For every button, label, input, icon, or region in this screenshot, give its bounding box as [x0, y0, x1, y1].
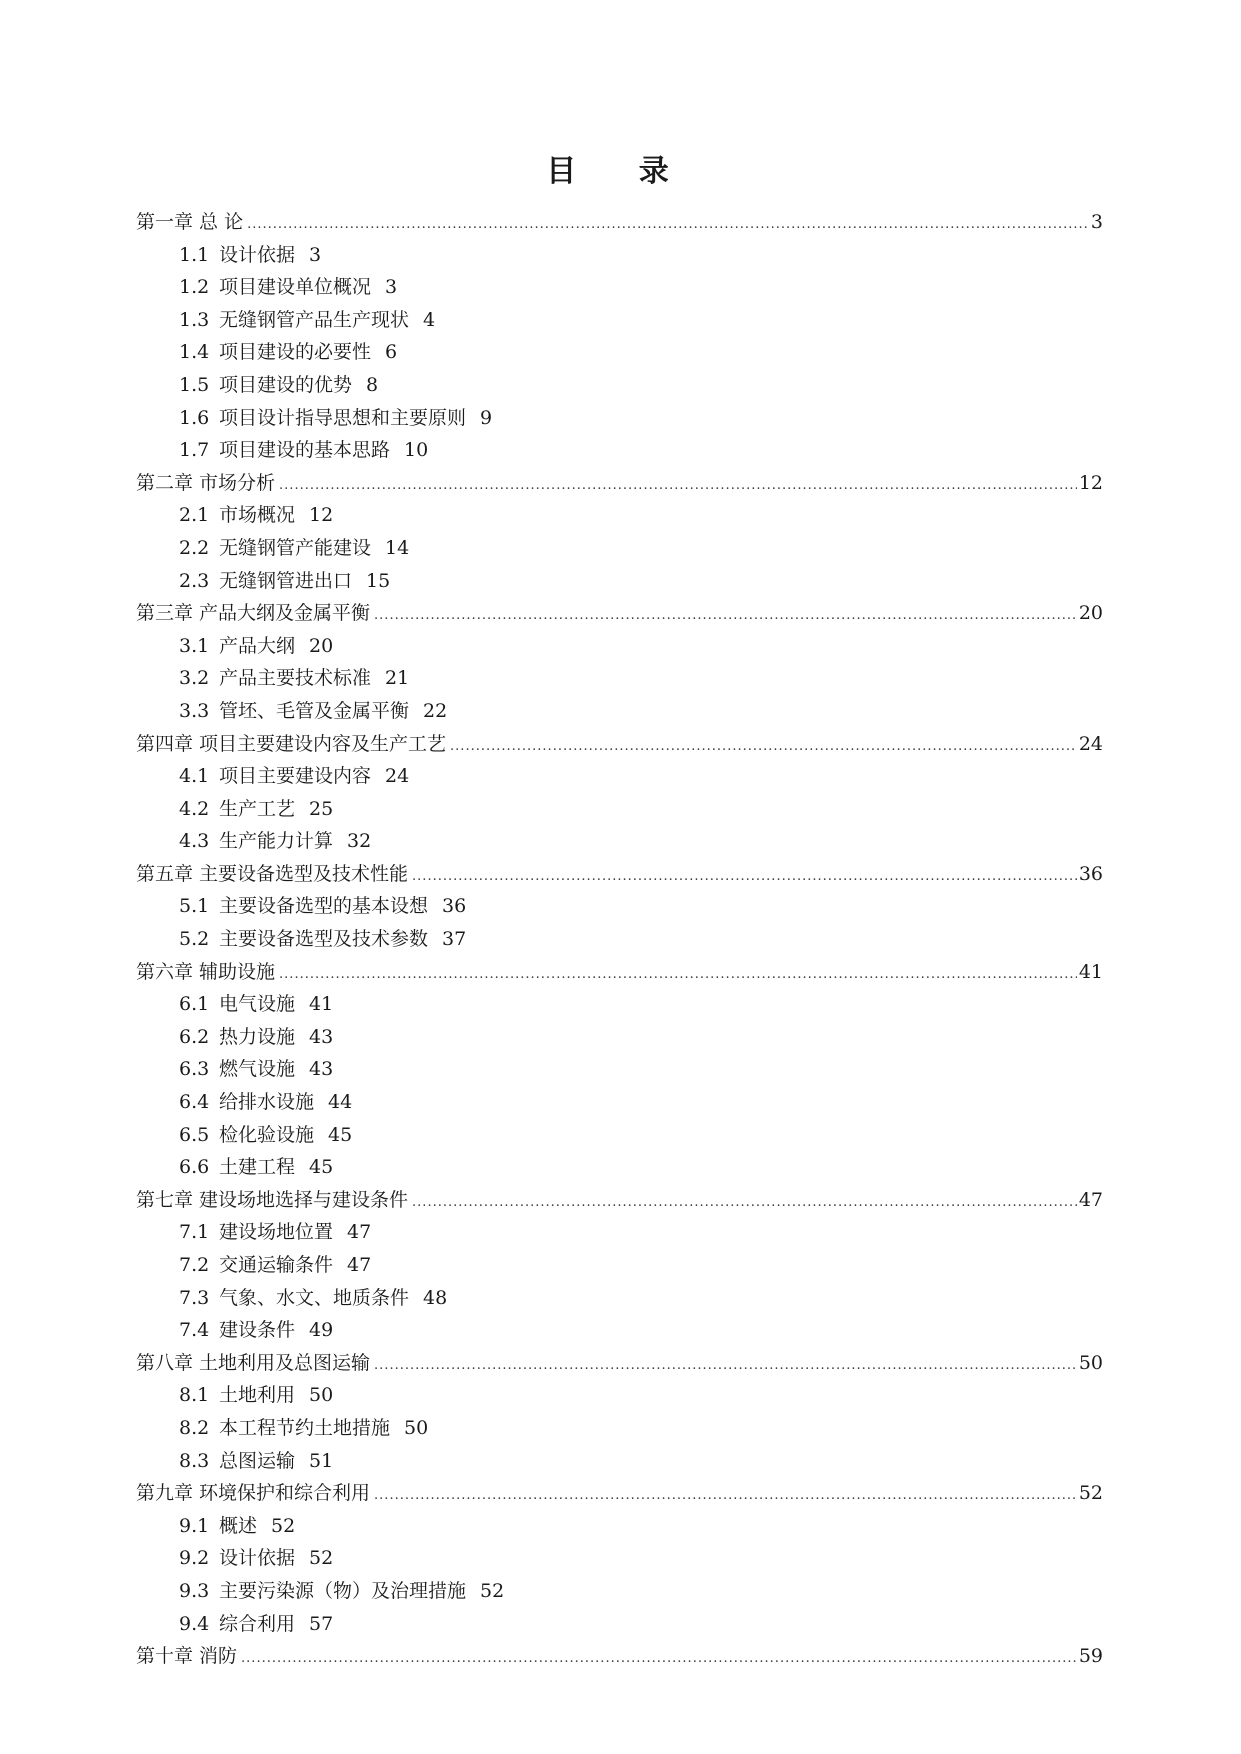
toc-chapter-entry[interactable]: [136, 1477, 1103, 1510]
toc-section-number: 8.3: [179, 1449, 210, 1472]
toc-section-entry[interactable]: [136, 499, 1103, 532]
toc-section-title: 建设场地位置: [219, 1221, 334, 1244]
toc-section-entry[interactable]: [136, 565, 1103, 598]
toc-page-number: 47: [1078, 1188, 1103, 1211]
toc-chapter-entry[interactable]: [136, 597, 1103, 630]
toc-section-number: 2.3: [179, 569, 210, 592]
toc-page-number: 50: [309, 1384, 334, 1407]
toc-leader-dots: [412, 861, 1077, 894]
toc-chapter-entry[interactable]: [136, 858, 1103, 891]
toc-page-number: 21: [385, 667, 410, 690]
toc-section-entry[interactable]: [136, 1053, 1103, 1086]
toc-chapter-title: 第五章 主要设备选型及技术性能: [136, 862, 409, 885]
toc-section-entry[interactable]: [136, 760, 1103, 793]
toc-section-entry[interactable]: [136, 1282, 1103, 1315]
toc-section-number: 8.1: [179, 1384, 210, 1407]
toc-page-number: 3: [1090, 211, 1103, 233]
toc-page-number: 52: [271, 1514, 296, 1537]
toc-section-entry[interactable]: [136, 630, 1103, 663]
toc-page-number: 24: [385, 765, 410, 788]
toc-page-number: 22: [423, 699, 448, 722]
toc-section-entry[interactable]: [136, 1151, 1103, 1184]
toc-chapter-title: 第二章 市场分析: [136, 471, 276, 494]
toc-leader-dots: [279, 470, 1077, 503]
toc-page-number: 49: [309, 1319, 334, 1342]
toc-chapter-title: 第七章 建设场地选择与建设条件: [136, 1188, 409, 1211]
toc-section-number: 6.3: [179, 1058, 210, 1081]
toc-page-number: 36: [1078, 862, 1103, 885]
toc-section-title: 主要设备选型的基本设想: [219, 895, 429, 918]
toc-section-entry[interactable]: [136, 1086, 1103, 1119]
toc-page-number: 12: [309, 504, 334, 527]
toc-page-number: 47: [347, 1221, 372, 1244]
toc-section-number: 4.2: [179, 797, 210, 820]
toc-page-number: 45: [328, 1123, 353, 1146]
toc-chapter-entry[interactable]: [136, 728, 1103, 761]
toc-section-number: 1.1: [179, 243, 210, 266]
toc-page-number: 45: [309, 1156, 334, 1179]
toc-section-title: 本工程节约土地措施: [219, 1416, 391, 1439]
toc-chapter-entry[interactable]: [136, 206, 1103, 239]
toc-section-number: 1.5: [179, 373, 210, 396]
toc-section-entry[interactable]: [136, 662, 1103, 695]
toc-chapter-title: 第四章 项目主要建设内容及生产工艺: [136, 732, 447, 755]
toc-section-title: 土地利用: [219, 1384, 296, 1407]
toc-chapter-entry[interactable]: [136, 956, 1103, 989]
toc-page-number: 10: [404, 439, 429, 462]
toc-section-title: 检化验设施: [219, 1123, 315, 1146]
toc-section-entry[interactable]: [136, 1216, 1103, 1249]
toc-page-number: 50: [404, 1416, 429, 1439]
toc-section-entry[interactable]: [136, 1379, 1103, 1412]
toc-section-title: 总图运输: [219, 1449, 296, 1472]
toc-section-title: 项目主要建设内容: [219, 765, 372, 788]
toc-chapter-entry[interactable]: [136, 1184, 1103, 1217]
table-of-contents: [136, 206, 1103, 1673]
toc-section-entry[interactable]: [136, 402, 1103, 435]
toc-page-number: 51: [309, 1449, 334, 1472]
toc-section-number: 6.5: [179, 1123, 210, 1146]
toc-page-number: 52: [480, 1579, 505, 1602]
toc-section-number: 8.2: [179, 1416, 210, 1439]
toc-section-number: 6.6: [179, 1156, 210, 1179]
toc-section-title: 生产能力计算: [219, 830, 334, 853]
toc-section-entry[interactable]: [136, 1021, 1103, 1054]
toc-page-number: 37: [442, 928, 467, 951]
toc-chapter-title: 第六章 辅助设施: [136, 960, 276, 983]
toc-page-number: 9: [480, 406, 493, 429]
toc-section-title: 项目设计指导思想和主要原则: [219, 406, 467, 429]
toc-section-title: 电气设施: [219, 993, 296, 1016]
toc-page-number: 43: [309, 1025, 334, 1048]
toc-page-number: 3: [309, 243, 322, 266]
toc-section-entry[interactable]: [136, 1608, 1103, 1641]
toc-section-entry[interactable]: [136, 304, 1103, 337]
toc-section-number: 5.1: [179, 895, 210, 918]
toc-section-title: 综合利用: [219, 1612, 296, 1635]
toc-leader-dots: [241, 1643, 1077, 1676]
toc-section-title: 市场概况: [219, 504, 296, 527]
toc-section-title: 交通运输条件: [219, 1254, 334, 1276]
toc-section-entry[interactable]: [136, 532, 1103, 565]
toc-chapter-title: 第三章 产品大纲及金属平衡: [136, 602, 371, 625]
toc-leader-dots: [279, 959, 1077, 992]
toc-section-title: 生产工艺: [219, 797, 296, 820]
toc-section-number: 7.2: [179, 1254, 210, 1276]
toc-section-entry[interactable]: [136, 271, 1103, 304]
toc-section-entry[interactable]: [136, 336, 1103, 369]
toc-section-title: 设计依据: [219, 1547, 296, 1570]
toc-page-number: 44: [328, 1091, 353, 1114]
toc-section-title: 土建工程: [219, 1156, 296, 1179]
toc-section-title: 设计依据: [219, 243, 296, 266]
toc-section-entry[interactable]: [136, 1314, 1103, 1347]
toc-section-title: 管坯、毛管及金属平衡: [219, 699, 410, 722]
toc-chapter-title: 第八章 土地利用及总图运输: [136, 1351, 371, 1374]
toc-section-title: 项目建设的必要性: [219, 341, 372, 364]
toc-section-number: 3.3: [179, 699, 210, 722]
toc-leader-dots: [450, 731, 1077, 764]
toc-section-number: 1.4: [179, 341, 210, 364]
toc-section-number: 9.3: [179, 1579, 210, 1602]
toc-section-number: 4.3: [179, 830, 210, 853]
toc-section-number: 6.1: [179, 993, 210, 1016]
toc-leader-dots: [374, 600, 1077, 633]
toc-page-number: 32: [347, 830, 372, 853]
toc-section-number: 9.1: [179, 1514, 210, 1537]
toc-section-entry[interactable]: [136, 923, 1103, 956]
toc-section-title: 项目建设的基本思路: [219, 439, 391, 462]
toc-chapter-title: 第一章 总 论: [136, 211, 244, 233]
toc-page-number: 50: [1078, 1351, 1103, 1374]
toc-section-entry[interactable]: [136, 890, 1103, 923]
toc-page-number: 6: [385, 341, 398, 364]
toc-section-title: 无缝钢管产能建设: [219, 536, 372, 559]
toc-page-number: 59: [1078, 1645, 1103, 1668]
toc-section-entry[interactable]: [136, 434, 1103, 467]
toc-section-entry[interactable]: [136, 239, 1103, 272]
toc-chapter-title: 第十章 消防: [136, 1645, 238, 1668]
toc-leader-dots: [374, 1480, 1077, 1513]
toc-page-number: 57: [309, 1612, 334, 1635]
toc-page-number: 15: [366, 569, 391, 592]
page-title: 目 录: [546, 154, 695, 189]
toc-chapter-entry[interactable]: [136, 1347, 1103, 1380]
toc-section-title: 无缝钢管产品生产现状: [219, 308, 410, 331]
toc-section-number: 7.1: [179, 1221, 210, 1244]
toc-section-entry[interactable]: [136, 988, 1103, 1021]
toc-section-number: 6.4: [179, 1091, 210, 1114]
toc-page-number: 43: [309, 1058, 334, 1081]
toc-section-number: 9.4: [179, 1612, 210, 1635]
toc-section-number: 6.2: [179, 1025, 210, 1048]
toc-section-number: 7.3: [179, 1286, 210, 1309]
toc-section-entry[interactable]: [136, 1119, 1103, 1152]
toc-leader-dots: [412, 1187, 1077, 1220]
toc-section-entry[interactable]: [136, 1412, 1103, 1445]
toc-chapter-entry[interactable]: [136, 1640, 1103, 1673]
toc-page-number: 36: [442, 895, 467, 918]
toc-section-number: 3.2: [179, 667, 210, 690]
toc-section-title: 热力设施: [219, 1025, 296, 1048]
toc-page-number: 12: [1078, 471, 1103, 494]
toc-page-number: 4: [423, 308, 436, 331]
toc-section-title: 产品主要技术标准: [219, 667, 372, 690]
toc-section-number: 2.1: [179, 504, 210, 527]
toc-section-number: 1.3: [179, 308, 210, 331]
toc-chapter-title: 第九章 环境保护和综合利用: [136, 1482, 371, 1505]
toc-page-number: 41: [1078, 960, 1103, 983]
toc-section-number: 2.2: [179, 536, 210, 559]
toc-section-entry[interactable]: [136, 825, 1103, 858]
toc-leader-dots: [374, 1350, 1077, 1383]
toc-page-number: 8: [366, 373, 379, 396]
toc-section-entry[interactable]: [136, 793, 1103, 826]
toc-section-entry[interactable]: [136, 1249, 1103, 1282]
toc-section-title: 燃气设施: [219, 1058, 296, 1081]
toc-page-number: 52: [309, 1547, 334, 1570]
toc-section-number: 1.2: [179, 276, 210, 299]
toc-page-number: 41: [309, 993, 334, 1016]
toc-section-title: 项目建设的优势: [219, 373, 353, 396]
toc-page-number: 24: [1078, 732, 1103, 755]
toc-section-number: 3.1: [179, 634, 210, 657]
toc-section-title: 项目建设单位概况: [219, 276, 372, 299]
toc-page-number: 25: [309, 797, 334, 820]
toc-section-number: 1.7: [179, 439, 210, 462]
toc-page-number: 47: [347, 1254, 372, 1276]
toc-section-title: 建设条件: [219, 1319, 296, 1342]
toc-section-title: 气象、水文、地质条件: [219, 1286, 410, 1309]
toc-page-number: 20: [309, 634, 334, 657]
toc-page-number: 48: [423, 1286, 448, 1309]
toc-section-number: 9.2: [179, 1547, 210, 1570]
toc-section-number: 7.4: [179, 1319, 210, 1342]
toc-chapter-entry[interactable]: [136, 467, 1103, 500]
toc-section-title: 给排水设施: [219, 1091, 315, 1114]
toc-section-number: 4.1: [179, 765, 210, 788]
toc-section-title: 产品大纲: [219, 634, 296, 657]
toc-section-number: 5.2: [179, 928, 210, 951]
toc-section-number: 1.6: [179, 406, 210, 429]
toc-section-title: 无缝钢管进出口: [219, 569, 353, 592]
toc-section-entry[interactable]: [136, 695, 1103, 728]
toc-page-number: 14: [385, 536, 410, 559]
toc-section-entry[interactable]: [136, 369, 1103, 402]
toc-section-title: 主要设备选型及技术参数: [219, 928, 429, 951]
toc-section-entry[interactable]: [136, 1542, 1103, 1575]
toc-leader-dots: [247, 209, 1089, 242]
toc-section-entry[interactable]: [136, 1445, 1103, 1478]
toc-page-number: 52: [1078, 1482, 1103, 1505]
toc-page-number: 20: [1078, 602, 1103, 625]
toc-section-title: 主要污染源（物）及治理措施: [219, 1579, 467, 1602]
toc-section-entry[interactable]: [136, 1575, 1103, 1608]
toc-section-entry[interactable]: [136, 1510, 1103, 1543]
toc-section-title: 概述: [219, 1514, 258, 1537]
toc-page-number: 3: [385, 276, 398, 299]
